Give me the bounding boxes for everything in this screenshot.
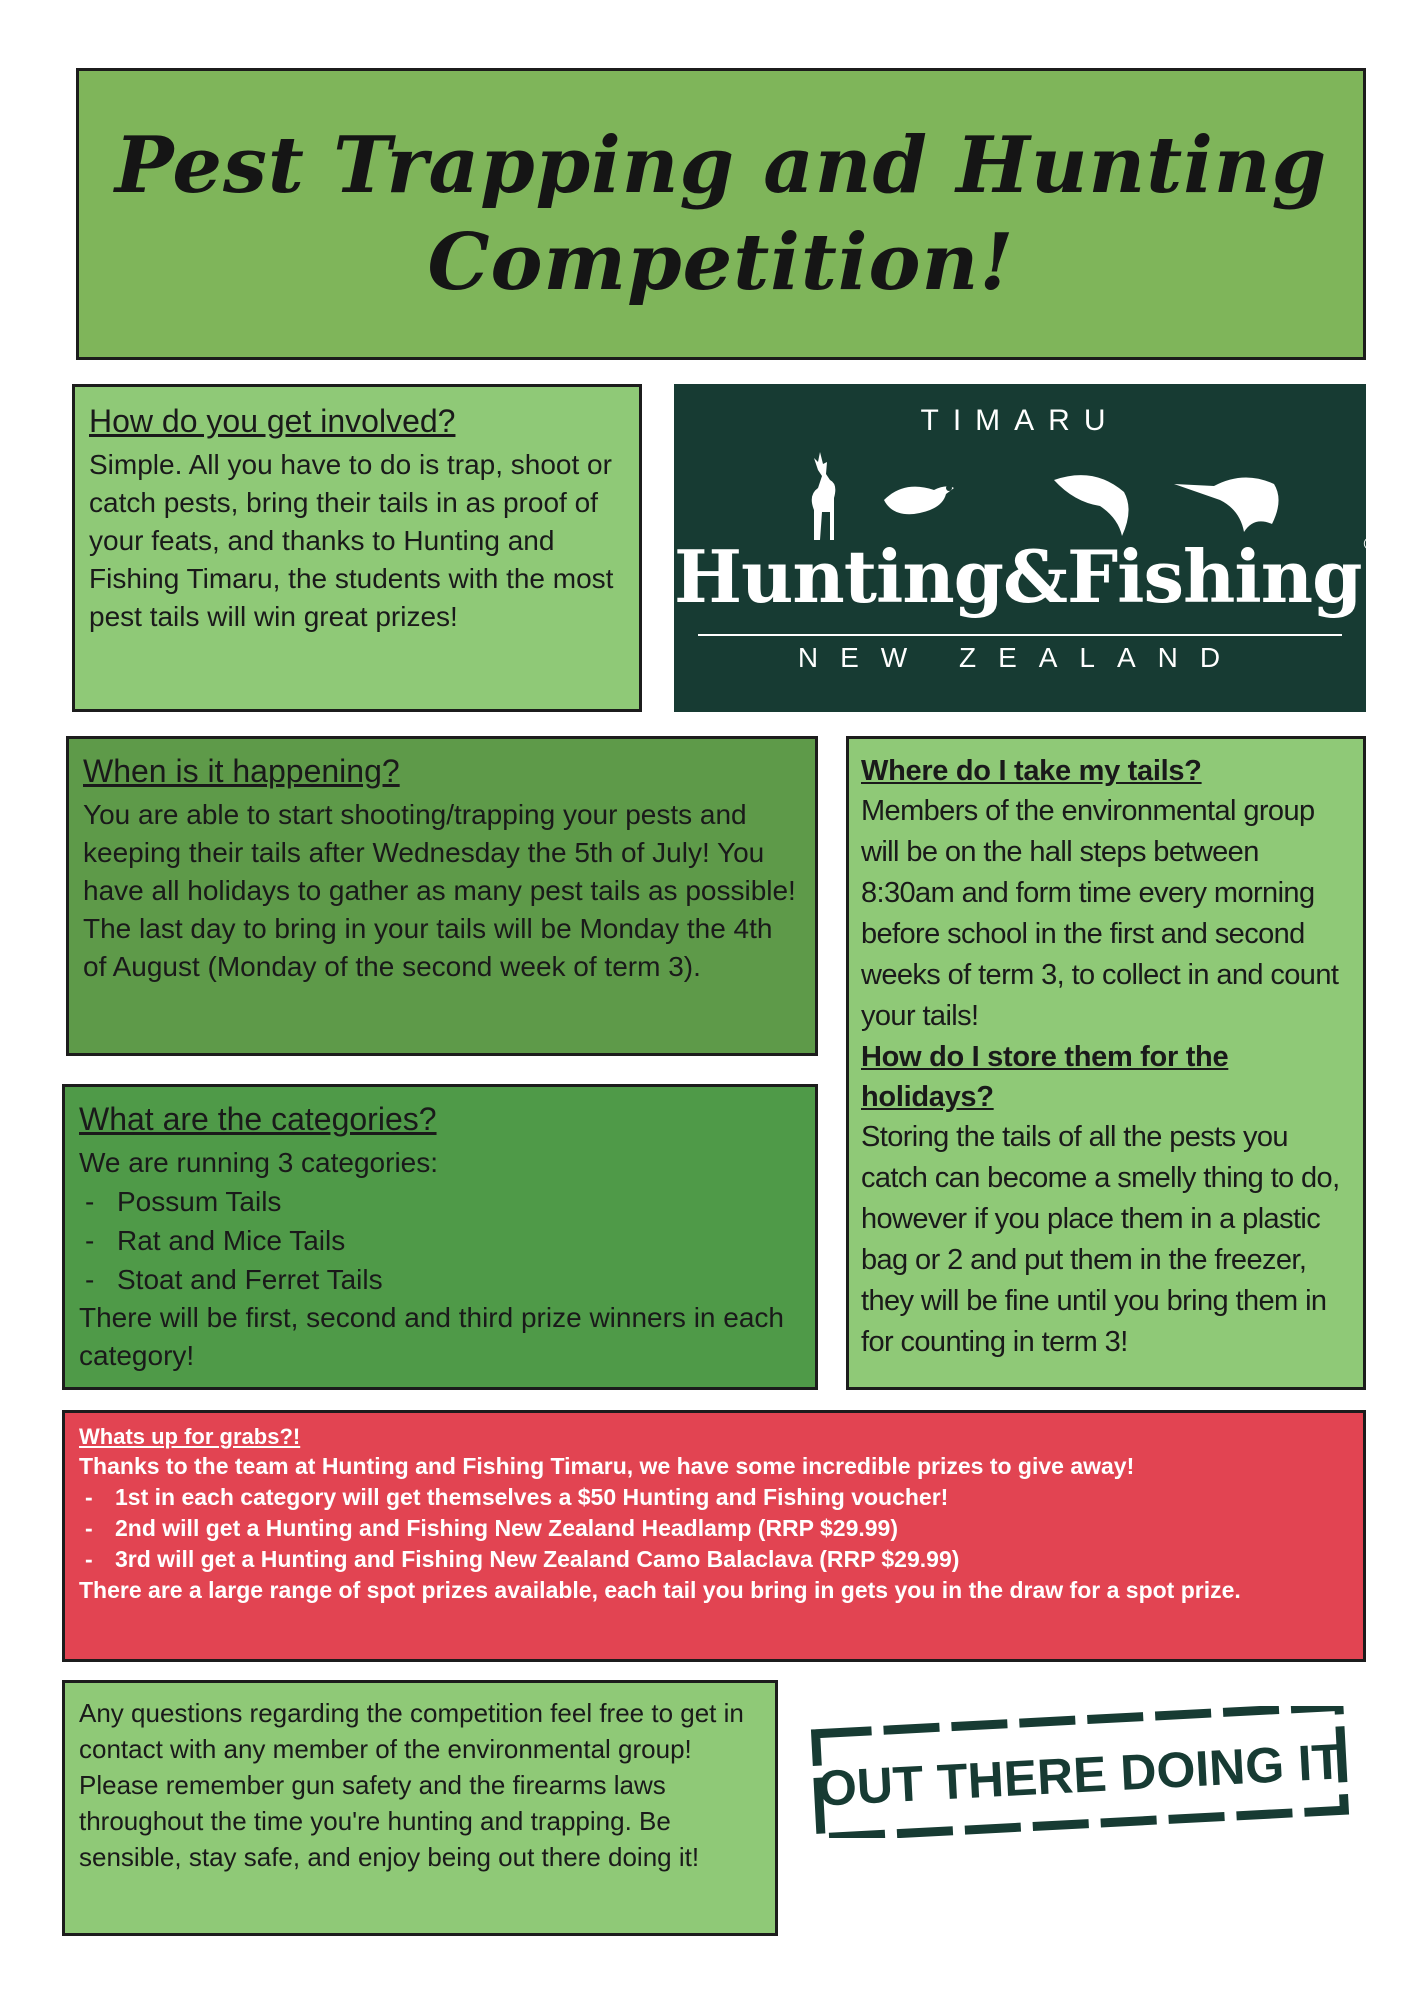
logo-new-zealand: NEW ZEALAND [797, 642, 1243, 673]
when-panel [66, 736, 818, 1056]
title-line-1: Pest Trapping and Hunting [114, 119, 1328, 211]
where-body: Members of the environmental group will be on the hall steps between 8:30am and form time every morning before school in the first and second weeks of term 3, to collect in and count your tails! [861, 795, 1339, 1032]
where-panel [846, 736, 1366, 1390]
hunting-fishing-logo [674, 384, 1379, 712]
category-item: - Stoat and Ferret Tails [79, 1260, 801, 1299]
logo-timaru: TIMARU [920, 404, 1120, 437]
store-body: Storing the tails of all the pests you catch can become a smelly thing to do, however if you place them in a plastic bag or 2 and put them in the freezer, they will be fine until you bring them in for counting in term 3! [861, 1121, 1340, 1358]
logo-brand-text: Hunting&Fishing [674, 534, 1362, 619]
logo-divider [698, 634, 1342, 636]
when-heading: When is it happening? [83, 753, 400, 789]
store-heading: How do I store them for the holidays? [861, 1041, 1229, 1113]
category-item: - Rat and Mice Tails [79, 1221, 801, 1260]
prizes-heading: Whats up for grabs?! [79, 1424, 301, 1449]
out-there-doing-it-stamp [810, 1706, 1350, 1838]
prize-item: - 1st in each category will get themselves a $50 Hunting and Fishing voucher! [79, 1482, 1349, 1513]
where-heading: Where do I take my tails? [861, 755, 1202, 787]
questions-body: Any questions regarding the competition feel free to get in contact with any member of the environmental group! Please remember gun safety and the firearms laws throughout the time you're hunting and trapping. Be sensible, stay safe, and enjoy being out there doing it! [79, 1698, 744, 1872]
involved-heading: How do you get involved? [89, 403, 456, 439]
trout-icon [1054, 475, 1129, 536]
categories-heading: What are the categories? [79, 1101, 437, 1137]
duck-icon [884, 485, 954, 514]
marlin-icon [1174, 477, 1279, 532]
categories-panel [62, 1084, 818, 1390]
categories-intro: We are running 3 categories: [79, 1147, 439, 1178]
questions-panel [62, 1680, 778, 1936]
logo-registered: ® [1361, 534, 1379, 555]
categories-list [79, 1182, 801, 1299]
categories-outro: There will be first, second and third prize winners in each category! [79, 1302, 785, 1371]
prize-item: - 3rd will get a Hunting and Fishing New Zealand Camo Balaclava (RRP $29.99) [79, 1544, 1349, 1575]
stamp-text: OUT THERE DOING IT [816, 1733, 1344, 1817]
involved-panel [72, 384, 642, 712]
prize-item: - 2nd will get a Hunting and Fishing New Zealand Headlamp (RRP $29.99) [79, 1513, 1349, 1544]
category-item: - Possum Tails [79, 1182, 801, 1221]
title-line-2: Competition! [427, 217, 1015, 308]
involved-body: Simple. All you have to do is trap, shoot or catch pests, bring their tails in as proof of your feats, and thanks to Hunting and Fishing Timaru, the students with the most pest tails will win great prizes! [89, 449, 614, 632]
stag-icon [812, 452, 836, 540]
prizes-panel [62, 1410, 1366, 1662]
prizes-list [79, 1482, 1349, 1575]
title-banner [76, 68, 1366, 360]
prizes-outro: There are a large range of spot prizes available, each tail you bring in gets you in the draw for a spot prize. [79, 1577, 1241, 1603]
logo-brand [674, 534, 1379, 619]
prizes-intro: Thanks to the team at Hunting and Fishing Timaru, we have some incredible prizes to give away! [79, 1453, 1135, 1479]
when-body: You are able to start shooting/trapping your pests and keeping their tails after Wednesday the 5th of July! You have all holidays to gather as many pest tails as possible! The last day to bring in your tails will be Monday the 4th of August (Monday of the second week of term 3). [83, 799, 796, 982]
